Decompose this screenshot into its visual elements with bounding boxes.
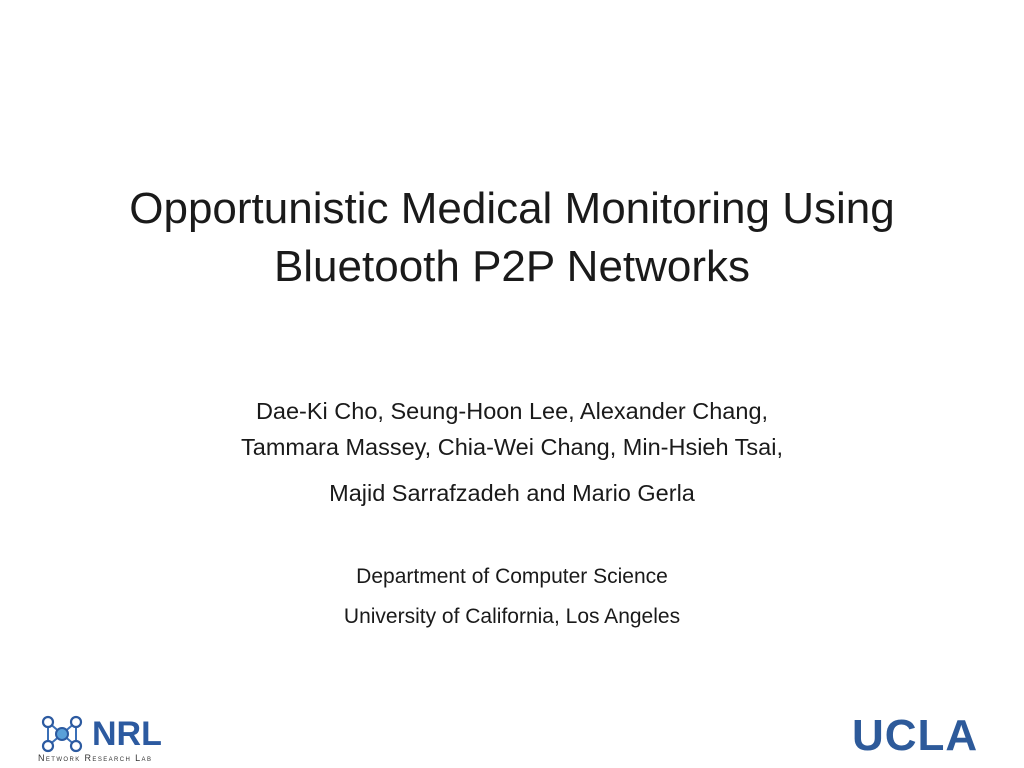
- author-line-2: Tammara Massey, Chia-Wei Chang, Min-Hsieh Tsai,: [241, 434, 783, 460]
- affiliation-department: Department of Computer Science: [356, 565, 668, 588]
- affiliation: [60, 557, 964, 637]
- slide-title-line-2: Bluetooth P2P Networks: [273, 242, 751, 291]
- network-nodes-icon: [36, 714, 86, 754]
- author-list: [60, 393, 964, 511]
- author-line-3: Majid Sarrafzadeh and Mario Gerla: [329, 480, 695, 506]
- nrl-wordmark: NRL: [92, 715, 162, 753]
- nrl-subtitle: Network Research Lab: [38, 753, 153, 763]
- slide-title: [60, 180, 964, 296]
- ucla-logo: UCLA: [852, 711, 979, 760]
- slide-title-line-1: Opportunistic Medical Monitoring Using: [129, 184, 895, 233]
- author-line-1: Dae-Ki Cho, Seung-Hoon Lee, Alexander Chang,: [255, 398, 769, 424]
- affiliation-university: University of California, Los Angeles: [343, 605, 681, 628]
- nrl-logo: [36, 712, 196, 768]
